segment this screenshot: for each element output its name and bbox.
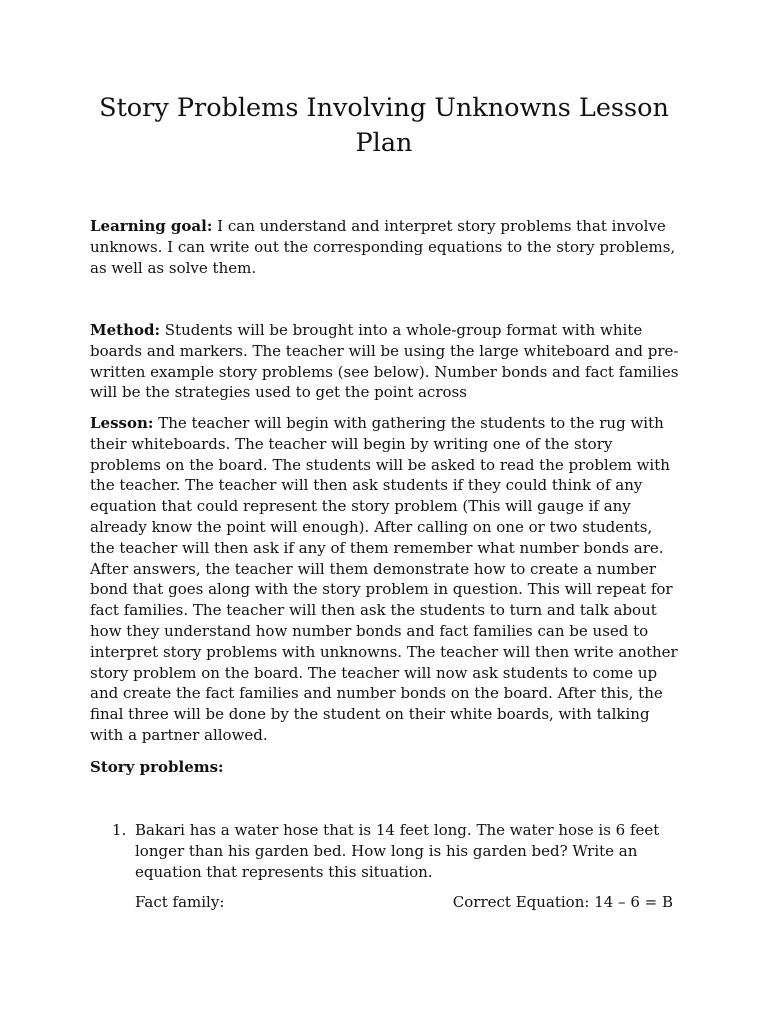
method-paragraph (90, 320, 680, 403)
lesson-paragraph (90, 413, 680, 746)
learning-goal-paragraph (90, 216, 680, 278)
correct-equation: Correct Equation: 14 – 6 = B (452, 893, 673, 911)
page-title: Story Problems Involving Unknowns Lesson Plan (99, 93, 669, 158)
story-problems-heading (90, 757, 680, 778)
learning-goal-text: I can understand and interpret story problems that involve unknows. I can write out the corresponding equations to the story problems, as well as solve them. (90, 217, 676, 277)
lesson-text: The teacher will begin with gathering the students to the rug with their whiteboards. The teacher will begin by writing one of the story problems on the board. The students will be asked to read the problem with the teacher. The teacher will then ask students if they could think of any equation that could represent the story problem (This will gauge if any already know the point will enough). After calling on one or two students, the teacher will then ask if any of them remember what number bonds are. After answers, the teacher will them demonstrate how to create a number bond that goes along with the story problem in question. This will repeat for fact families. The teacher will then ask the students to turn and talk about how they understand how number bonds and fact families can be used to interpret story problems with unknowns. The teacher will then write another story problem on the board. The teacher will now ask students to come up and create the fact families and number bonds on the board. After this, the final three will be done by the student on their white boards, with talking with a partner allowed. (90, 414, 678, 744)
story-problem-answer-row (135, 892, 673, 913)
story-problem-number: 1. (112, 821, 127, 839)
lesson-label: Lesson: (90, 414, 154, 432)
story-problem-text: Bakari has a water hose that is 14 feet long. The water hose is 6 feet longer than his garden bed. How long is his garden bed? Write an equation that represents this situation. (135, 821, 660, 881)
story-problems-label: Story problems: (90, 758, 224, 776)
learning-goal-label: Learning goal: (90, 217, 213, 235)
method-text: Students will be brought into a whole-group format with white boards and markers. The teacher will be using the large whiteboard and pre-written example story problems (see below). Number bonds and fact families will be the strategies used to get the point across (90, 321, 679, 402)
method-label: Method: (90, 321, 161, 339)
fact-family-label: Fact family: (135, 893, 225, 911)
